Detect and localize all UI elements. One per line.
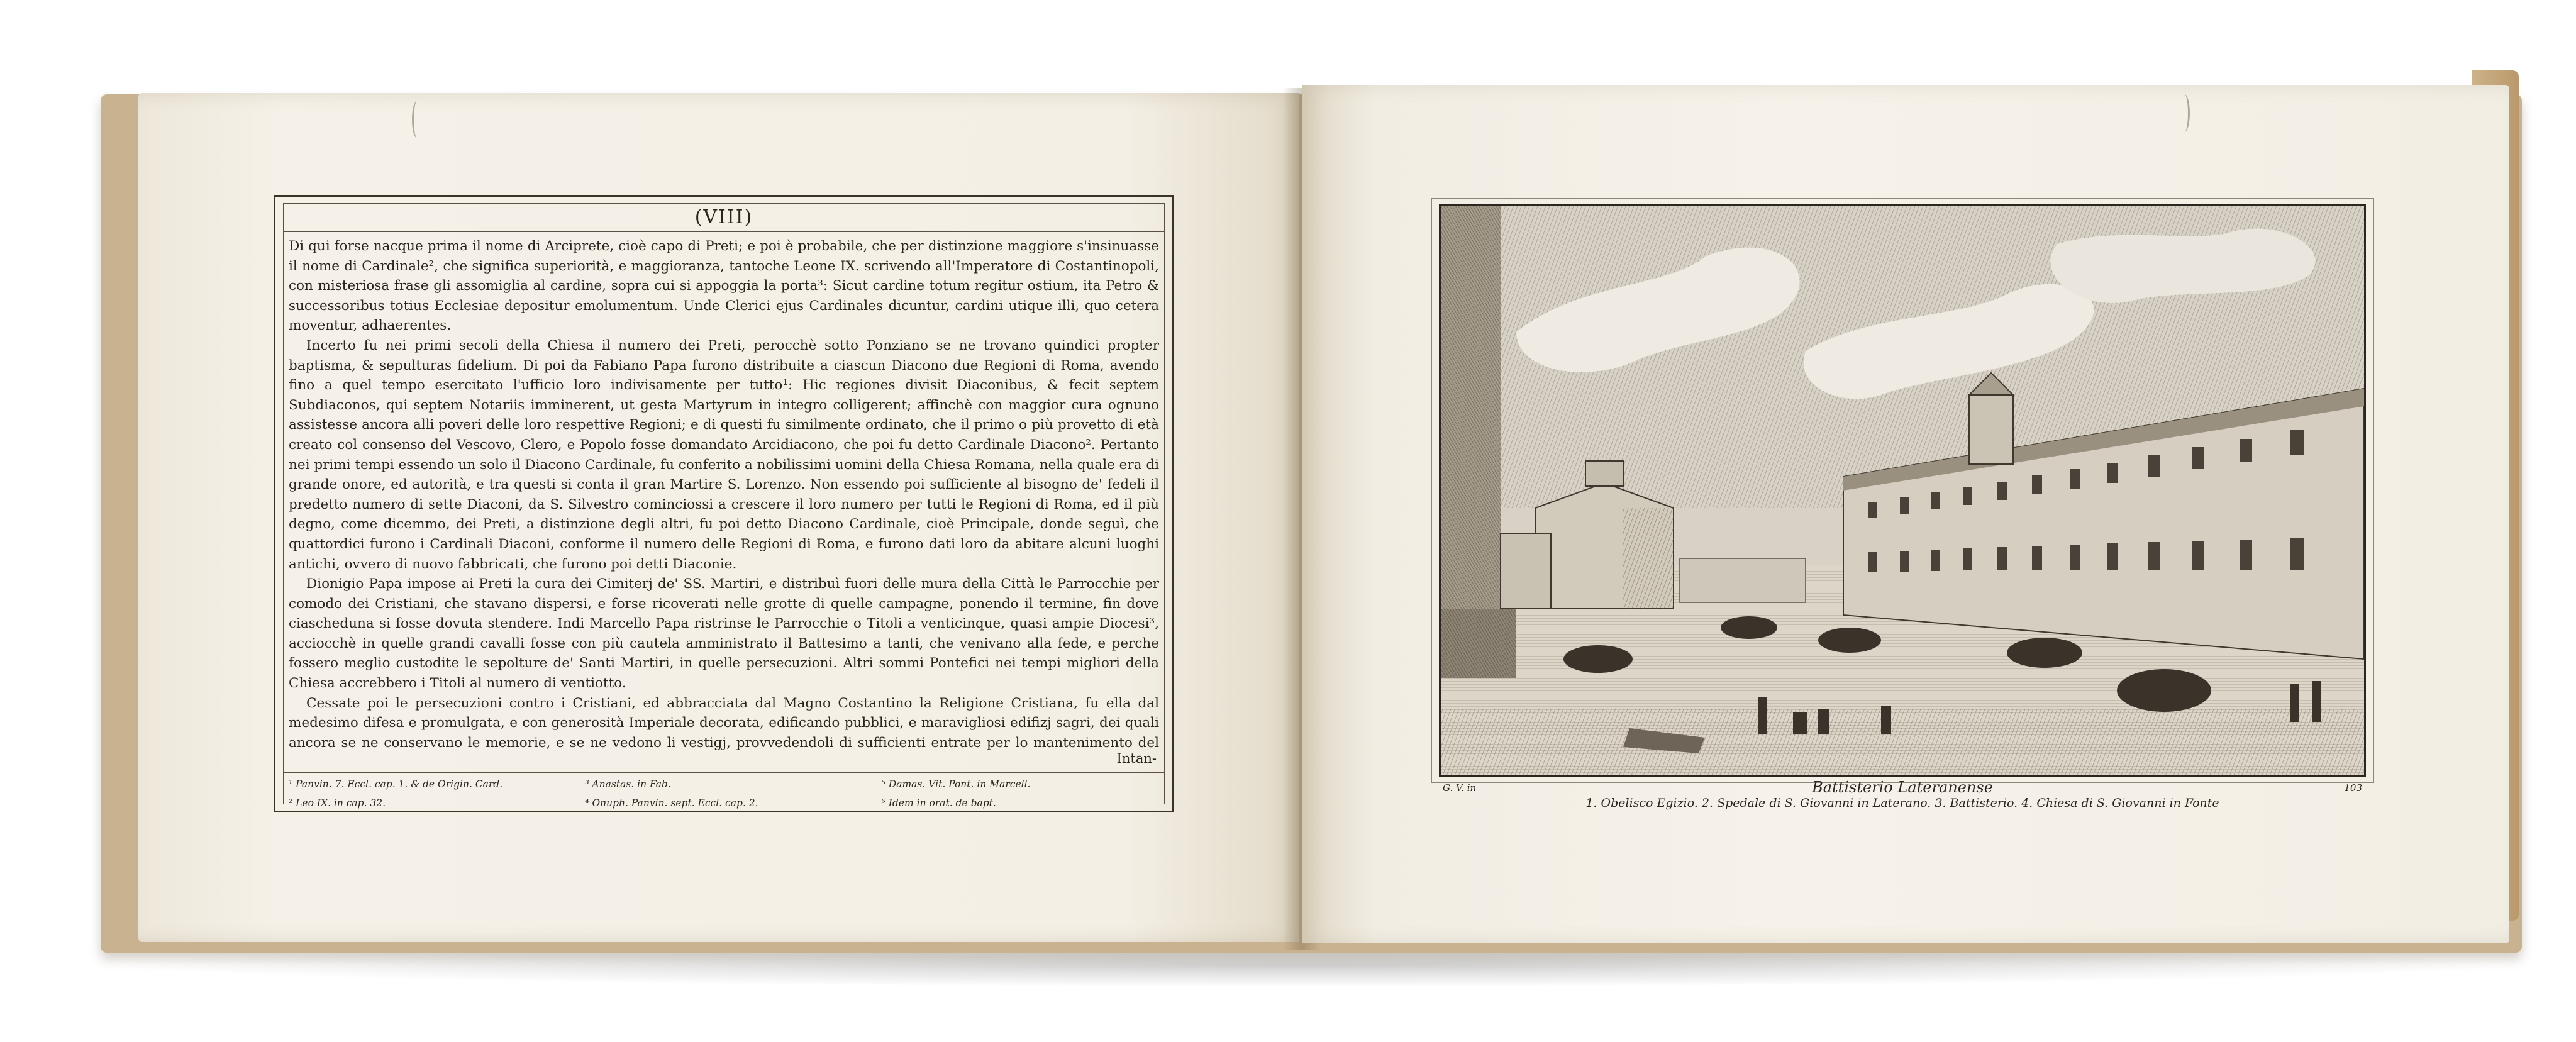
plate-title: Battisterio Lateranense	[1812, 779, 1993, 796]
distant-building	[1680, 558, 1806, 602]
pedestal-hatching	[1441, 609, 1516, 678]
footnote-rule	[284, 772, 1164, 773]
footnote: ² Leo IX. in cap. 32.	[289, 797, 386, 809]
page-header: (VIII)	[694, 206, 753, 228]
footnotes	[289, 777, 1159, 815]
catchword: Intan-	[1116, 751, 1157, 766]
baptistery-lantern	[1585, 461, 1623, 486]
paragraph: Dionigio Papa impose ai Preti la cura dei Cimiterj de' SS. Martiri, e distribuì fuori delle mura della Città le Parrocchie per comodo dei Cristiani, che stavano dispersi, e forse ricoverati nelle grotte di quelle campagne, ponendo il termine, fin dove ciascheduna si fosse dovuta stendere. Indi Marcello Papa ristrinse le Parrocchie o Titoli a venticinque, quasi ampie Diocesi³, acciocchè in quelle grandi cavalli fosse con più cautela amministrato il Battesimo a tanti, che venivano alla fede, e perche fossero meglio custodite le sepolture de' Santi Martiri, in quelle persecuzioni. Altri sommi Pontefici nei tempi migliori della Chiesa accrebbero i Titoli al numero di ventiotto.	[289, 576, 1159, 692]
engraving-illustration	[1441, 206, 2364, 775]
body-text	[289, 236, 1159, 753]
foreground-shade	[1441, 709, 2364, 775]
plate-caption	[1439, 780, 2366, 824]
footnote: ¹ Panvin. 7. Eccl. cap. 1. & de Origin. Card.	[289, 779, 503, 790]
paragraph: Cessate poi le persecuzioni contro i Cristiani, ed abbracciata dal Magno Costantino la Religione Cristiana, fu ella dal medesimo difesa e promulgata, e con generosità Imperiale decorata, edificando pubblici, e maravigliosi edifizj sagri, dei quali ancora se ne conservano le memorie, e se ne vedono li vestigj, provvedendoli di sufficienti entrate per lo mantenimento del	[289, 695, 1159, 751]
footnote: ⁶ Idem in orat. de bapt.	[881, 797, 996, 809]
plate-number: 103	[2344, 782, 2362, 794]
text-inner-border	[283, 203, 1165, 809]
footnote: ³ Anastas. in Fab.	[585, 779, 671, 790]
plate-legend: 1. Obelisco Egizio. 2. Spedale di S. Giovanni in Laterano. 3. Battisterio. 4. Chiesa di S. Giovanni in Fonte	[1585, 796, 2219, 810]
obelisk-hatching	[1441, 206, 1501, 609]
footnote: ⁵ Damas. Vit. Pont. in Marcell.	[881, 779, 1031, 790]
bell-tower	[1969, 395, 2013, 464]
paragraph: Di qui forse nacque prima il nome di Arciprete, cioè capo di Preti; e poi è probabile, che per distinzione maggiore s'insinuasse il nome di Cardinale², che significa superiorità, e maggioranza, tantoche Leone IX. scrivendo all'Imperatore di Costantinopoli, con misteriosa frase gli assomiglia al cardine, sopra cui si appoggia la porta³: Sicut cardine totum regitur ostium, ita Petro & successoribus totius Ecclesiae depositur emolumentum. Unde Clerici ejus Cardinales dicuntur, cardini utique illi, quo cetera moventur, adhaerentes.	[289, 238, 1159, 334]
engraver-signature: G. V. in	[1443, 782, 1477, 794]
page-crease-mark	[2179, 94, 2190, 132]
paragraph: Incerto fu nei primi secoli della Chiesa il numero dei Preti, perocchè sotto Ponziano se ne trovano quindici propter baptisma, & sepulturas fidelium. Di poi da Fabiano Papa furono distribuite a ciascun Diacono due Regioni di Roma, avendo fino a quel tempo esercitato l'ufficio loro indivisamente per tutto¹: Hic regiones divisit Diaconibus, & fecit septem Subdiaconos, qui septem Notariis imminerent, ut gesta Martyrum in integro colligerent; affinchè con maggior cura ognuno assistesse ancora alli poveri delle loro respettive Regioni; e di questi fu similmente ordinato, che il primo o più provetto di età creato col consenso del Vescovo, Clero, e Popolo fosse domandato Arcidiacono, che poi fu detto Cardinale Diacono². Pertanto nei primi tempi essendo un solo il Diacono Cardinale, fu conferito a nobilissimi uomini della Chiesa Romana, nella quale era di grande onore, ed autorità, e tra questi si conta il gran Martire S. Lorenzo. Non essendo poi sufficiente al bisogno de' fedeli il predetto numero di sette Diaconi, da S. Silvestro cominciossi a crescere il loro numero per tutti le Regioni di Roma, ed il più degno, come dicemmo, dei Preti, a distinzione degli altri, fu poi detto Diacono Cardinale, cioè Principale, donde seguì, che quattordici furono i Cardinali Diaconi, conforme il numero delle Regioni di Roma, e furono dati loro da abitare alcuni luoghi antichi, ovvero di nuovo fabbricati, che furono poi detti Diaconie.	[289, 337, 1159, 572]
baptistery-shadow	[1623, 508, 1674, 609]
chiesa-fonte	[1501, 533, 1551, 609]
text-frame	[274, 195, 1174, 812]
page-crease-mark	[412, 101, 423, 138]
footnote: ⁴ Onuph. Panvin. sept. Eccl. cap. 2.	[585, 797, 758, 809]
engraving-image	[1439, 204, 2366, 777]
header-rule	[284, 231, 1164, 232]
